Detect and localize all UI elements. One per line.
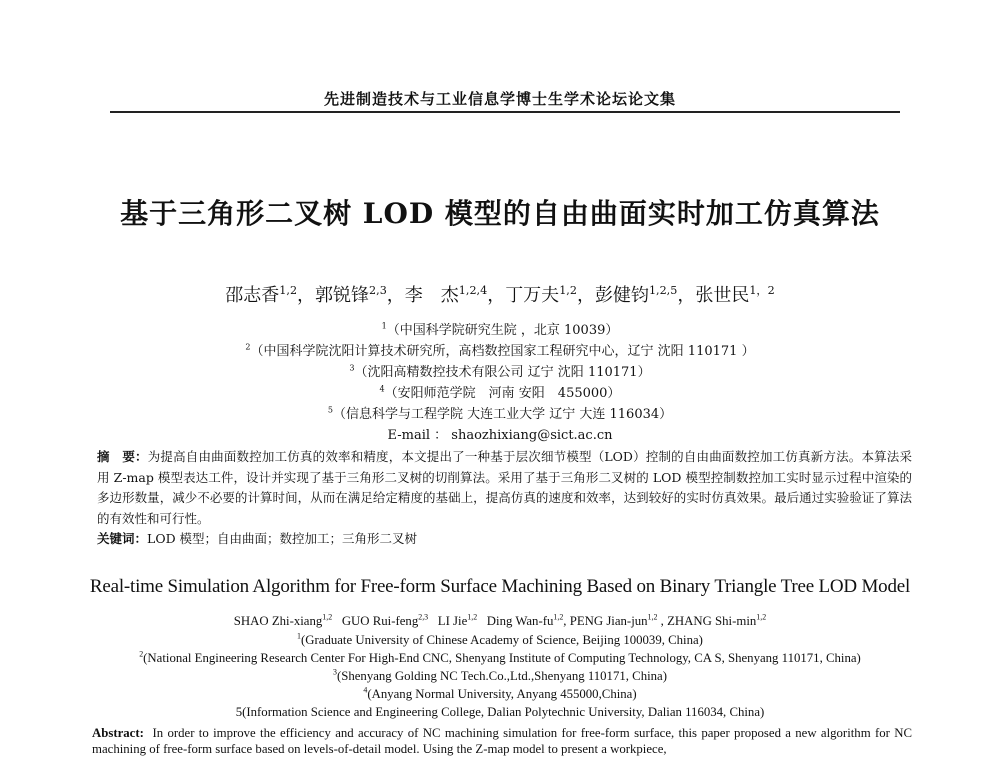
affiliation-text: （信息科学与工程学院 大连工业大学 辽宁 大连 116034）: [332, 407, 673, 422]
abstract-label-en: Abstract:: [92, 726, 144, 740]
affiliation-line: [0, 361, 1000, 380]
affiliation-text: 5(Information Science and Engineering College, Dalian Polytechnic University, Dalian 116034, China): [235, 705, 765, 719]
abstract-text-en: In order to improve the efficiency and accuracy of NC machining simulation for free-form surface, this paper proposed a new algorithm for NC machining of free-form surface based on levels-of-detail model. Using the Z-map model to present a workpiece,: [92, 726, 912, 756]
affiliation-line: [0, 403, 1000, 422]
author: [695, 285, 774, 306]
author: [438, 614, 487, 628]
author-name: 彭健钧: [594, 285, 649, 306]
paper-title-en: Real-time Simulation Algorithm for Free-form Surface Machining Based on Binary Triangle Tree LOD Model: [89, 576, 911, 597]
author: [505, 285, 595, 306]
author-affiliation-marks: 1,2: [647, 612, 658, 622]
author-name: Ding Wan-fu: [486, 614, 554, 628]
author-list-zh: [0, 281, 1000, 307]
affiliation-mark: 3: [333, 667, 337, 677]
author: [487, 614, 570, 628]
author-separator: ,: [563, 614, 570, 628]
affiliation-mark: 5: [327, 405, 333, 415]
author-name: 邵志香: [225, 285, 280, 306]
author-name: ZHANG Shi-min: [667, 614, 757, 628]
author-affiliation-marks: 1,2: [279, 284, 298, 297]
author-name: 郭锐锋: [315, 285, 370, 306]
author-separator: [428, 614, 438, 628]
author-separator: [477, 614, 487, 628]
author-name: SHAO Zhi-xiang: [233, 614, 323, 628]
header-rule: [110, 111, 900, 113]
author-separator: ,: [657, 614, 668, 628]
author-affiliation-marks: 1,2: [553, 612, 564, 622]
email-line: E-mail ： shaozhixiang@sict.ac.cn: [387, 428, 613, 443]
affiliation-text: (Graduate University of Chinese Academy of Science, Beijing 100039, China): [301, 633, 703, 647]
author-name: PENG Jian-jun: [569, 614, 648, 628]
author-name: GUO Rui-feng: [341, 614, 419, 628]
author-affiliation-marks: 1，2: [749, 284, 775, 297]
author-separator: ，: [386, 285, 405, 306]
abstract-zh: [97, 447, 912, 529]
author-separator: [332, 614, 342, 628]
author: [595, 285, 695, 306]
author: [315, 285, 405, 306]
affiliation-text: (National Engineering Research Center For High-End CNC, Shenyang Institute of Computing Technology, CA S, Shenyang 110171, China): [143, 651, 861, 665]
author: [667, 614, 766, 628]
author: [570, 614, 667, 628]
author-separator: ，: [487, 285, 506, 306]
author-separator: ，: [677, 285, 696, 306]
abstract-text-zh: 为提高自由曲面数控加工仿真的效率和精度，本文提出了一种基于层次细节模型（LOD）控制的自由曲面数控加工仿真新方法。本算法采用 Z-map 模型表达工件，设计并实现了基于三角形二叉树的切削算法。采用了基于三角形二叉树的 LOD 模型控制数控加工实时显示过程中渲染的多边形数量，减少不必要的计算时间，从而在满足给定精度的基础上，提高仿真的速度和效率，达到较好的实时仿真效果。最后通过实验验证了算法的有效性和可行性。: [97, 449, 912, 526]
author-affiliation-marks: 1,2,5: [648, 284, 678, 297]
author-affiliation-marks: 1,2: [559, 284, 577, 297]
author-name: 张世民: [695, 285, 750, 306]
author: [342, 614, 438, 628]
affiliation-text: （安阳师范学院 河南 安阳 455000）: [384, 386, 621, 401]
author-name: 丁万夫: [505, 285, 560, 306]
affiliation-text: (Shenyang Golding NC Tech.Co.,Ltd.,Shenyang 110171, China): [336, 669, 667, 683]
abstract-en: [92, 725, 912, 757]
affiliation-line: [0, 340, 1000, 359]
affiliation-text: (Anyang Normal University, Anyang 455000,China): [367, 687, 637, 701]
author-separator: ，: [297, 285, 316, 306]
affiliation-text: （中国科学院研究生院 ，北京 10039）: [386, 323, 619, 338]
affiliation-mark: 2: [245, 342, 251, 352]
keywords-zh: [97, 529, 912, 547]
author-affiliation-marks: 1,2: [756, 612, 767, 622]
author-list-en: [0, 614, 1000, 629]
affiliation-mark: 3: [349, 363, 355, 373]
paper-title-zh: 基于三角形二叉树 LOD 模型的自由曲面实时加工仿真算法: [120, 197, 880, 230]
author: [225, 285, 315, 306]
author-affiliation-marks: 2,3: [418, 612, 429, 622]
affiliation-mark: 2: [139, 649, 144, 659]
affiliation-mark: 1: [381, 321, 387, 331]
affiliation-mark: 1: [297, 631, 302, 641]
affiliation-line: [0, 705, 1000, 720]
keywords-text-zh: LOD 模型；自由曲面；数控加工；三角形二叉树: [147, 531, 418, 546]
author-name: 李 杰: [404, 285, 459, 306]
author-name: LI Jie: [437, 614, 468, 628]
affiliation-text: （沈阳高精数控技术有限公司 辽宁 沈阳 110171）: [354, 365, 651, 380]
affiliation-line: [0, 669, 1000, 684]
affiliation-mark: 4: [363, 685, 368, 695]
affiliation-line: [0, 633, 1000, 648]
affiliation-text: （中国科学院沈阳计算技术研究所，高档数控国家工程研究中心，辽宁 沈阳 110171 ）: [250, 344, 755, 359]
author: [405, 285, 505, 306]
affiliation-line: [0, 687, 1000, 702]
affiliation-line: [0, 319, 1000, 338]
affiliation-line: [0, 382, 1000, 401]
abstract-label-zh: 摘 要：: [97, 449, 148, 464]
author: [234, 614, 342, 628]
author-affiliation-marks: 1,2: [322, 612, 333, 622]
author-separator: ，: [576, 285, 595, 306]
keywords-label-zh: 关键词：: [97, 531, 148, 546]
author-affiliation-marks: 2,3: [369, 284, 387, 297]
author-affiliation-marks: 1,2,4: [458, 284, 488, 297]
running-head: 先进制造技术与工业信息学博士生学术论坛论文集: [323, 90, 676, 108]
author-affiliation-marks: 1,2: [467, 612, 478, 622]
affiliation-line: [0, 651, 1000, 666]
affiliation-mark: 4: [379, 384, 385, 394]
